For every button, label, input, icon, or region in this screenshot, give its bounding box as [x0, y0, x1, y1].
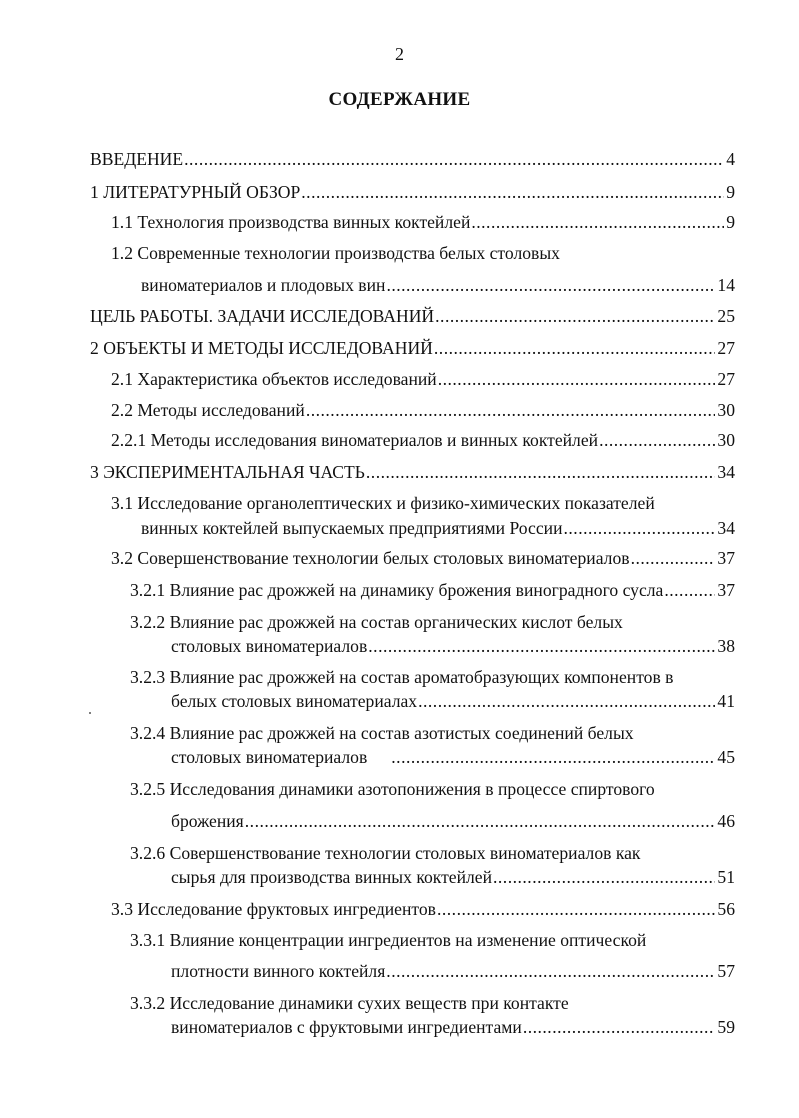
toc-leader	[631, 547, 716, 569]
toc-entry-line[interactable]: 3.2.4 Влияние рас дрожжей на состав азотистых соединений белых	[130, 723, 634, 743]
toc-leader	[564, 517, 716, 539]
toc-entry[interactable]: 3.2 Совершенствование технологии белых столовых виноматериалов ..... 37	[111, 547, 735, 569]
toc-entry-line[interactable]: 3.3.2 Исследование динамики сухих веществ при контакте	[130, 993, 569, 1013]
toc-entry-line[interactable]: 3.2.5 Исследования динамики азотопонижения в процессе спиртового	[130, 779, 655, 799]
toc-leader	[523, 1016, 716, 1038]
toc-entry-line[interactable]: 3.1 Исследование органолептических и физико-химических показателей	[111, 493, 655, 513]
toc-leader	[368, 635, 715, 657]
toc-entry[interactable]: белых столовых виноматериалах ..... 41	[171, 690, 735, 712]
toc-entry-line[interactable]: 1.2 Современные технологии производства белых столовых	[111, 243, 560, 263]
toc-leader	[306, 399, 716, 421]
toc-entry[interactable]: 3 ЭКСПЕРИМЕНТАЛЬНАЯ ЧАСТЬ ..... 34	[90, 461, 735, 483]
toc-entry[interactable]: виноматериалов и плодовых вин ..... 14	[141, 274, 735, 296]
toc-leader	[245, 810, 716, 832]
toc-leader	[386, 274, 715, 296]
toc-leader	[366, 461, 716, 483]
toc-entry[interactable]: 2.2.1 Методы исследования виноматериалов и винных коктейлей ..... 30	[111, 429, 735, 451]
toc-leader	[599, 429, 715, 451]
toc-leader	[301, 181, 724, 203]
page-title: СОДЕРЖАНИЕ	[328, 89, 471, 110]
toc-entry[interactable]: виноматериалов с фруктовыми ингредиентами ..... 59	[171, 1016, 735, 1038]
page-number: 2	[395, 44, 404, 64]
toc-entry[interactable]: ЦЕЛЬ РАБОТЫ. ЗАДАЧИ ИССЛЕДОВАНИЙ ..... 25	[90, 305, 735, 327]
toc-leader	[386, 960, 715, 982]
toc-entry[interactable]: ВВЕДЕНИЕ ..... 4	[90, 148, 735, 170]
toc-entry[interactable]: 2.2 Методы исследований ..... 30	[111, 399, 735, 421]
toc-leader	[184, 148, 724, 170]
toc-entry[interactable]: столовых виноматериалов ..... 45	[171, 746, 735, 768]
toc-leader	[664, 579, 715, 601]
toc-leader	[435, 305, 715, 327]
toc-entry-line[interactable]: 3.2.2 Влияние рас дрожжей на состав органических кислот белых	[130, 612, 623, 632]
toc-leader	[418, 690, 715, 712]
toc-entry[interactable]: винных коктейлей выпускаемых предприятиями России ..... 34	[141, 517, 735, 539]
toc-entry[interactable]: 3.2.1 Влияние рас дрожжей на динамику брожения виноградного сусла ..... 37	[130, 579, 735, 601]
toc-entry[interactable]: столовых виноматериалов ..... 38	[171, 635, 735, 657]
toc-entry[interactable]: 2 ОБЪЕКТЫ И МЕТОДЫ ИССЛЕДОВАНИЙ ..... 27	[90, 337, 735, 359]
toc-leader	[391, 746, 715, 768]
toc-entry[interactable]: брожения ..... 46	[171, 810, 735, 832]
toc-entry-line[interactable]: 3.2.6 Совершенствование технологии столовых виноматериалов как	[130, 843, 641, 863]
toc-leader	[438, 368, 716, 390]
toc-entry-line[interactable]: 3.2.3 Влияние рас дрожжей на состав ароматобразующих компонентов в	[130, 667, 674, 687]
toc-leader	[471, 211, 724, 233]
toc-entry[interactable]: 1 ЛИТЕРАТУРНЫЙ ОБЗОР ..... 9	[90, 181, 735, 203]
toc-leader	[434, 337, 716, 359]
toc-entry-line[interactable]: 3.3.1 Влияние концентрации ингредиентов на изменение оптической	[130, 930, 647, 950]
toc-entry[interactable]: 1.1 Технология производства винных коктейлей ..... 9	[111, 211, 735, 233]
toc-leader	[437, 898, 715, 920]
scan-speck	[89, 712, 91, 714]
toc-entry[interactable]: 2.1 Характеристика объектов исследований ..... 27	[111, 368, 735, 390]
toc-entry[interactable]: сырья для производства винных коктейлей ..... 51	[171, 866, 735, 888]
toc-entry[interactable]: плотности винного коктейля ..... 57	[171, 960, 735, 982]
toc-entry[interactable]: 3.3 Исследование фруктовых ингредиентов ..... 56	[111, 898, 735, 920]
toc-leader	[493, 866, 715, 888]
